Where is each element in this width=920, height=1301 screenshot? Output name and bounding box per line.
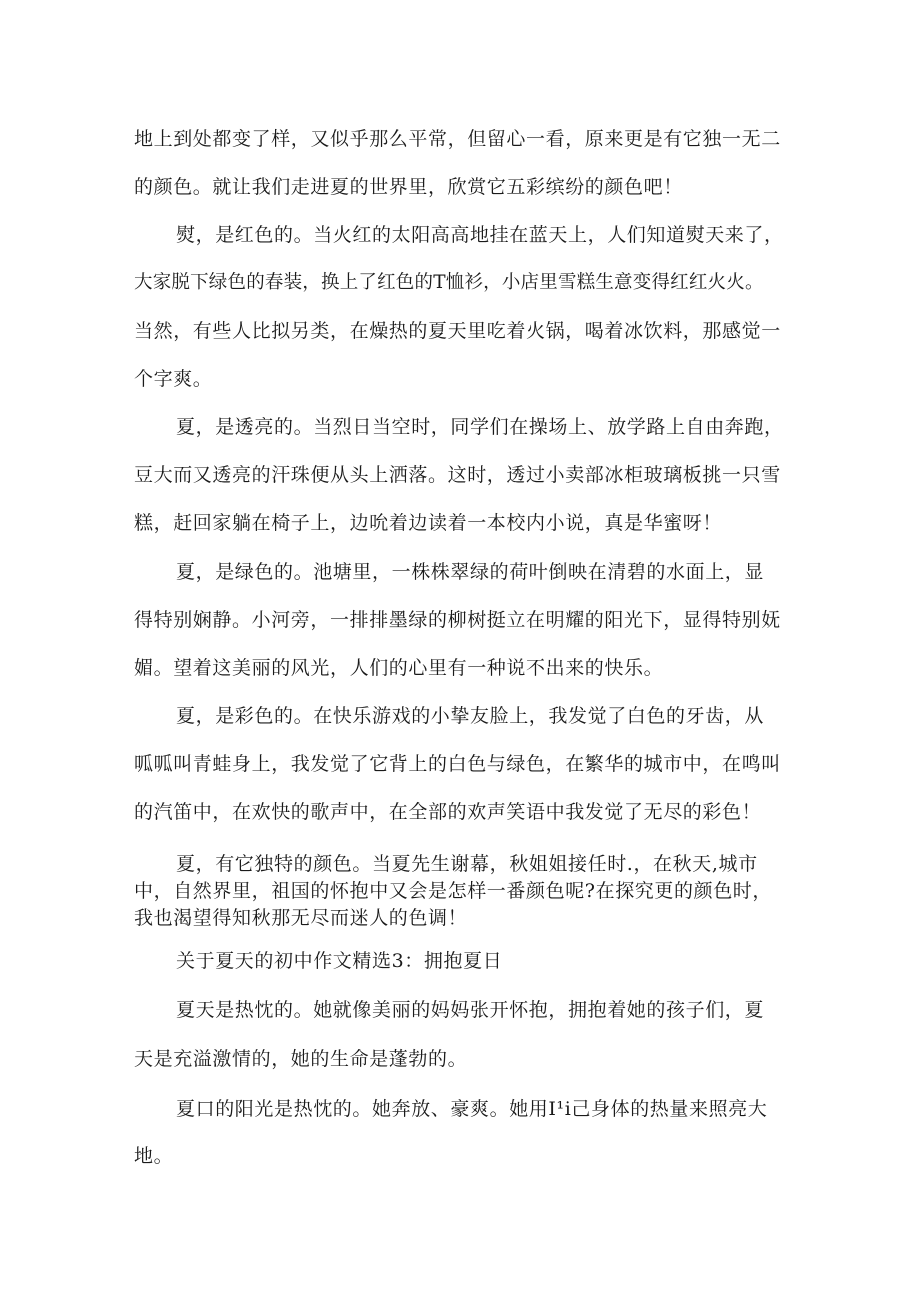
text-line: 夏，是透亮的。当烈日当空时，同学们在操场上、放学路上自由奔跑， [176,416,784,438]
text-line: 豆大而又透亮的汗珠便从头上洒落。这时，透过小卖部冰柜玻璃板挑一只雪 [134,464,781,486]
text-line: 天是充溢激情的，她的生命是蓬勃的。 [134,1048,468,1070]
text-line: 夏，有它独特的颜色。当夏先生谢幕，秋姐姐接任时.，在秋天,城市 [176,853,758,875]
text-line: 中，自然界里，祖国的怀抱中又会是怎样一番颜色呢?在探究更的颜色时， [134,880,772,902]
text-line: 呱呱叫青蛙身上，我发觉了它背上的白色与绿色，在繁华的城市中，在鸣叫 [134,753,781,775]
text-line: 个字爽。 [134,368,213,390]
section-heading: 关于夏天的初中作文精选3：拥抱夏日 [176,950,503,972]
text-line: 熨，是红色的。当火红的太阳高高地挂在蓝天上，人们知道熨天来了， [176,224,784,246]
text-line: 的汽笛中，在欢快的歌声中，在全部的欢声笑语中我发觉了无尽的彩色！ [134,801,762,823]
text-line: 夏天是热忱的。她就像美丽的妈妈张开怀抱，拥抱着她的孩子们，夏 [176,999,765,1021]
text-line: 的颜色。就让我们走进夏的世界里，欣赏它五彩缤纷的颜色吧！ [134,176,683,198]
text-line: 糕，赶回家躺在椅子上，边吮着边读着一本校内小说，真是华蜜呀！ [134,512,723,534]
text-line: 大家脱下绿色的春装，换上了红色的T恤衫，小店里雪糕生意变得红红火火。 [134,272,764,293]
text-line: 媚。望着这美丽的风光，人们的心里有一种说不出来的快乐。 [134,657,664,679]
text-line: 地上到处都变了样，又似乎那么平常，但留心一看，原来更是有它独一无二 [134,128,781,150]
text-line: 夏，是彩色的。在快乐游戏的小挚友脸上，我发觉了白色的牙齿，从 [176,705,765,727]
text-line: 得特别娴静。小河旁，一排排墨绿的柳树挺立在明耀的阳光下，显得特别妩 [134,609,781,631]
text-line: 夏口的阳光是热忱的。她奔放、豪爽。她用I¹i己身体的热量来照亮大 [176,1098,768,1120]
text-line: 当然，有些人比拟另类，在燥热的夏天里吃着火锅，喝着冰饮料，那感觉一 [134,320,781,342]
text-line: 我也渴望得知秋那无尽而迷人的色调！ [134,907,468,929]
text-line: 夏，是绿色的。池塘里，一株株翠绿的荷叶倒映在清碧的水面上，显 [176,561,765,583]
text-line: 地。 [134,1145,174,1167]
